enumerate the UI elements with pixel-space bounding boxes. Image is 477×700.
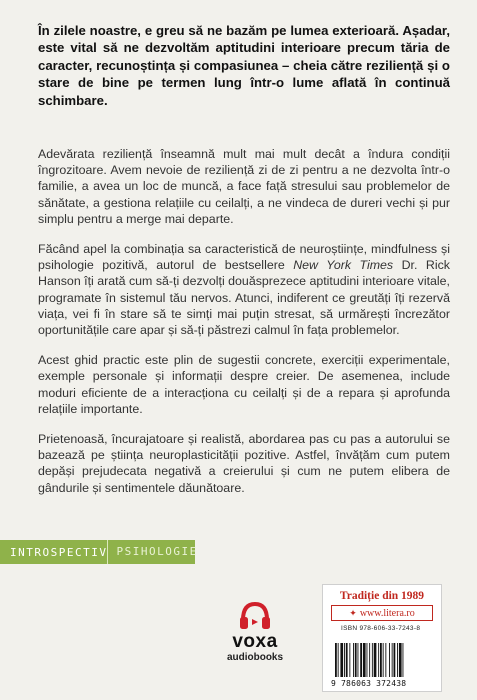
intro-blurb [38,22,450,109]
barcode-icon [333,643,431,679]
intro-text: În zilele noastre, e greu să ne bazăm pe lumea exterioară. Așadar, este vital să ne dezvoltăm aptitudini interioare precum tăria de caracter, recunoștința și compasiunea – cheia către reziliență și o stare de bine pe termen lung într-o lume aflată în continuă schimbare. [38,23,450,108]
collection-band [0,540,198,564]
paragraph-1: Adevărata reziliență înseamnă mult mai mult decât a îndura condiții îngrozitoare. Avem nevoie de reziliență zi de zi pentru a ne dezvolta într-o familie, a avea un loc de muncă, a face față stresului sau problemelor de sănătate, a gestiona relațiile cu ceilalți, a ne vindeca de dureri vechi și pur simplu pentru a merge mai departe. [38,147,450,226]
headphones-icon [238,600,272,630]
series-label: INTROSPECTIV [10,545,108,559]
tradition-label: Tradiție din 1989 [339,590,425,602]
paragraph-2-start: Făcând apel la combinația sa caracteristică de neuroștiințe, mindfulness și psihologie pozitivă, autorul de bestsellere [38,242,450,273]
paragraph-2-end: Dr. Rick Hanson îți arată cum să-ți dezvolți douăsprezece aptitudini interioare vitale, programate în sistemul tău nervos. Atunci, indiferent ce greutăți îți rezervă viața, vei fi în stare să te simți mai puțin stresat, să urmărești încrezător oportunitățile care apar și să-ți păstrezi calmul în fața problemelor. [38,258,450,338]
paragraph-3: Acest ghid practic este plin de sugestii concrete, exerciții experimentale, exemple personale și informații despre creier. De asemenea, include moduri eficiente de a interacționa cu ceilalți și de a repara și aprofunda relațiile importante. [38,353,450,416]
paragraph-2 [38,241,450,338]
paragraph-4: Prietenoasă, încurajatoare și realistă, abordarea pas cu pas a autorului se bazează pe știința neuroplasticității pozitive. Astfel, învățăm cum putem depăși prejudecata negativă a creierului și cum ne putem elibera de gândurile și sentimentele dăunătoare. [38,432,450,495]
brand-subtitle: audiobooks [226,652,284,663]
isbn-text: ISBN 978-606-33-7243-8 [341,625,421,632]
brand-name: voxa [232,631,278,652]
website-box [331,605,433,621]
barcode-digits: 9 786063 372438 [331,679,407,688]
publisher-barcode-box [322,584,442,692]
voxa-logo [224,600,286,663]
publisher-mark-icon: ✦ [349,607,357,618]
website-url: www.litera.ro [359,607,415,619]
category-label: PSIHOLOGIE [107,540,197,564]
description [38,146,450,496]
newspaper-title: New York Times [293,258,394,273]
